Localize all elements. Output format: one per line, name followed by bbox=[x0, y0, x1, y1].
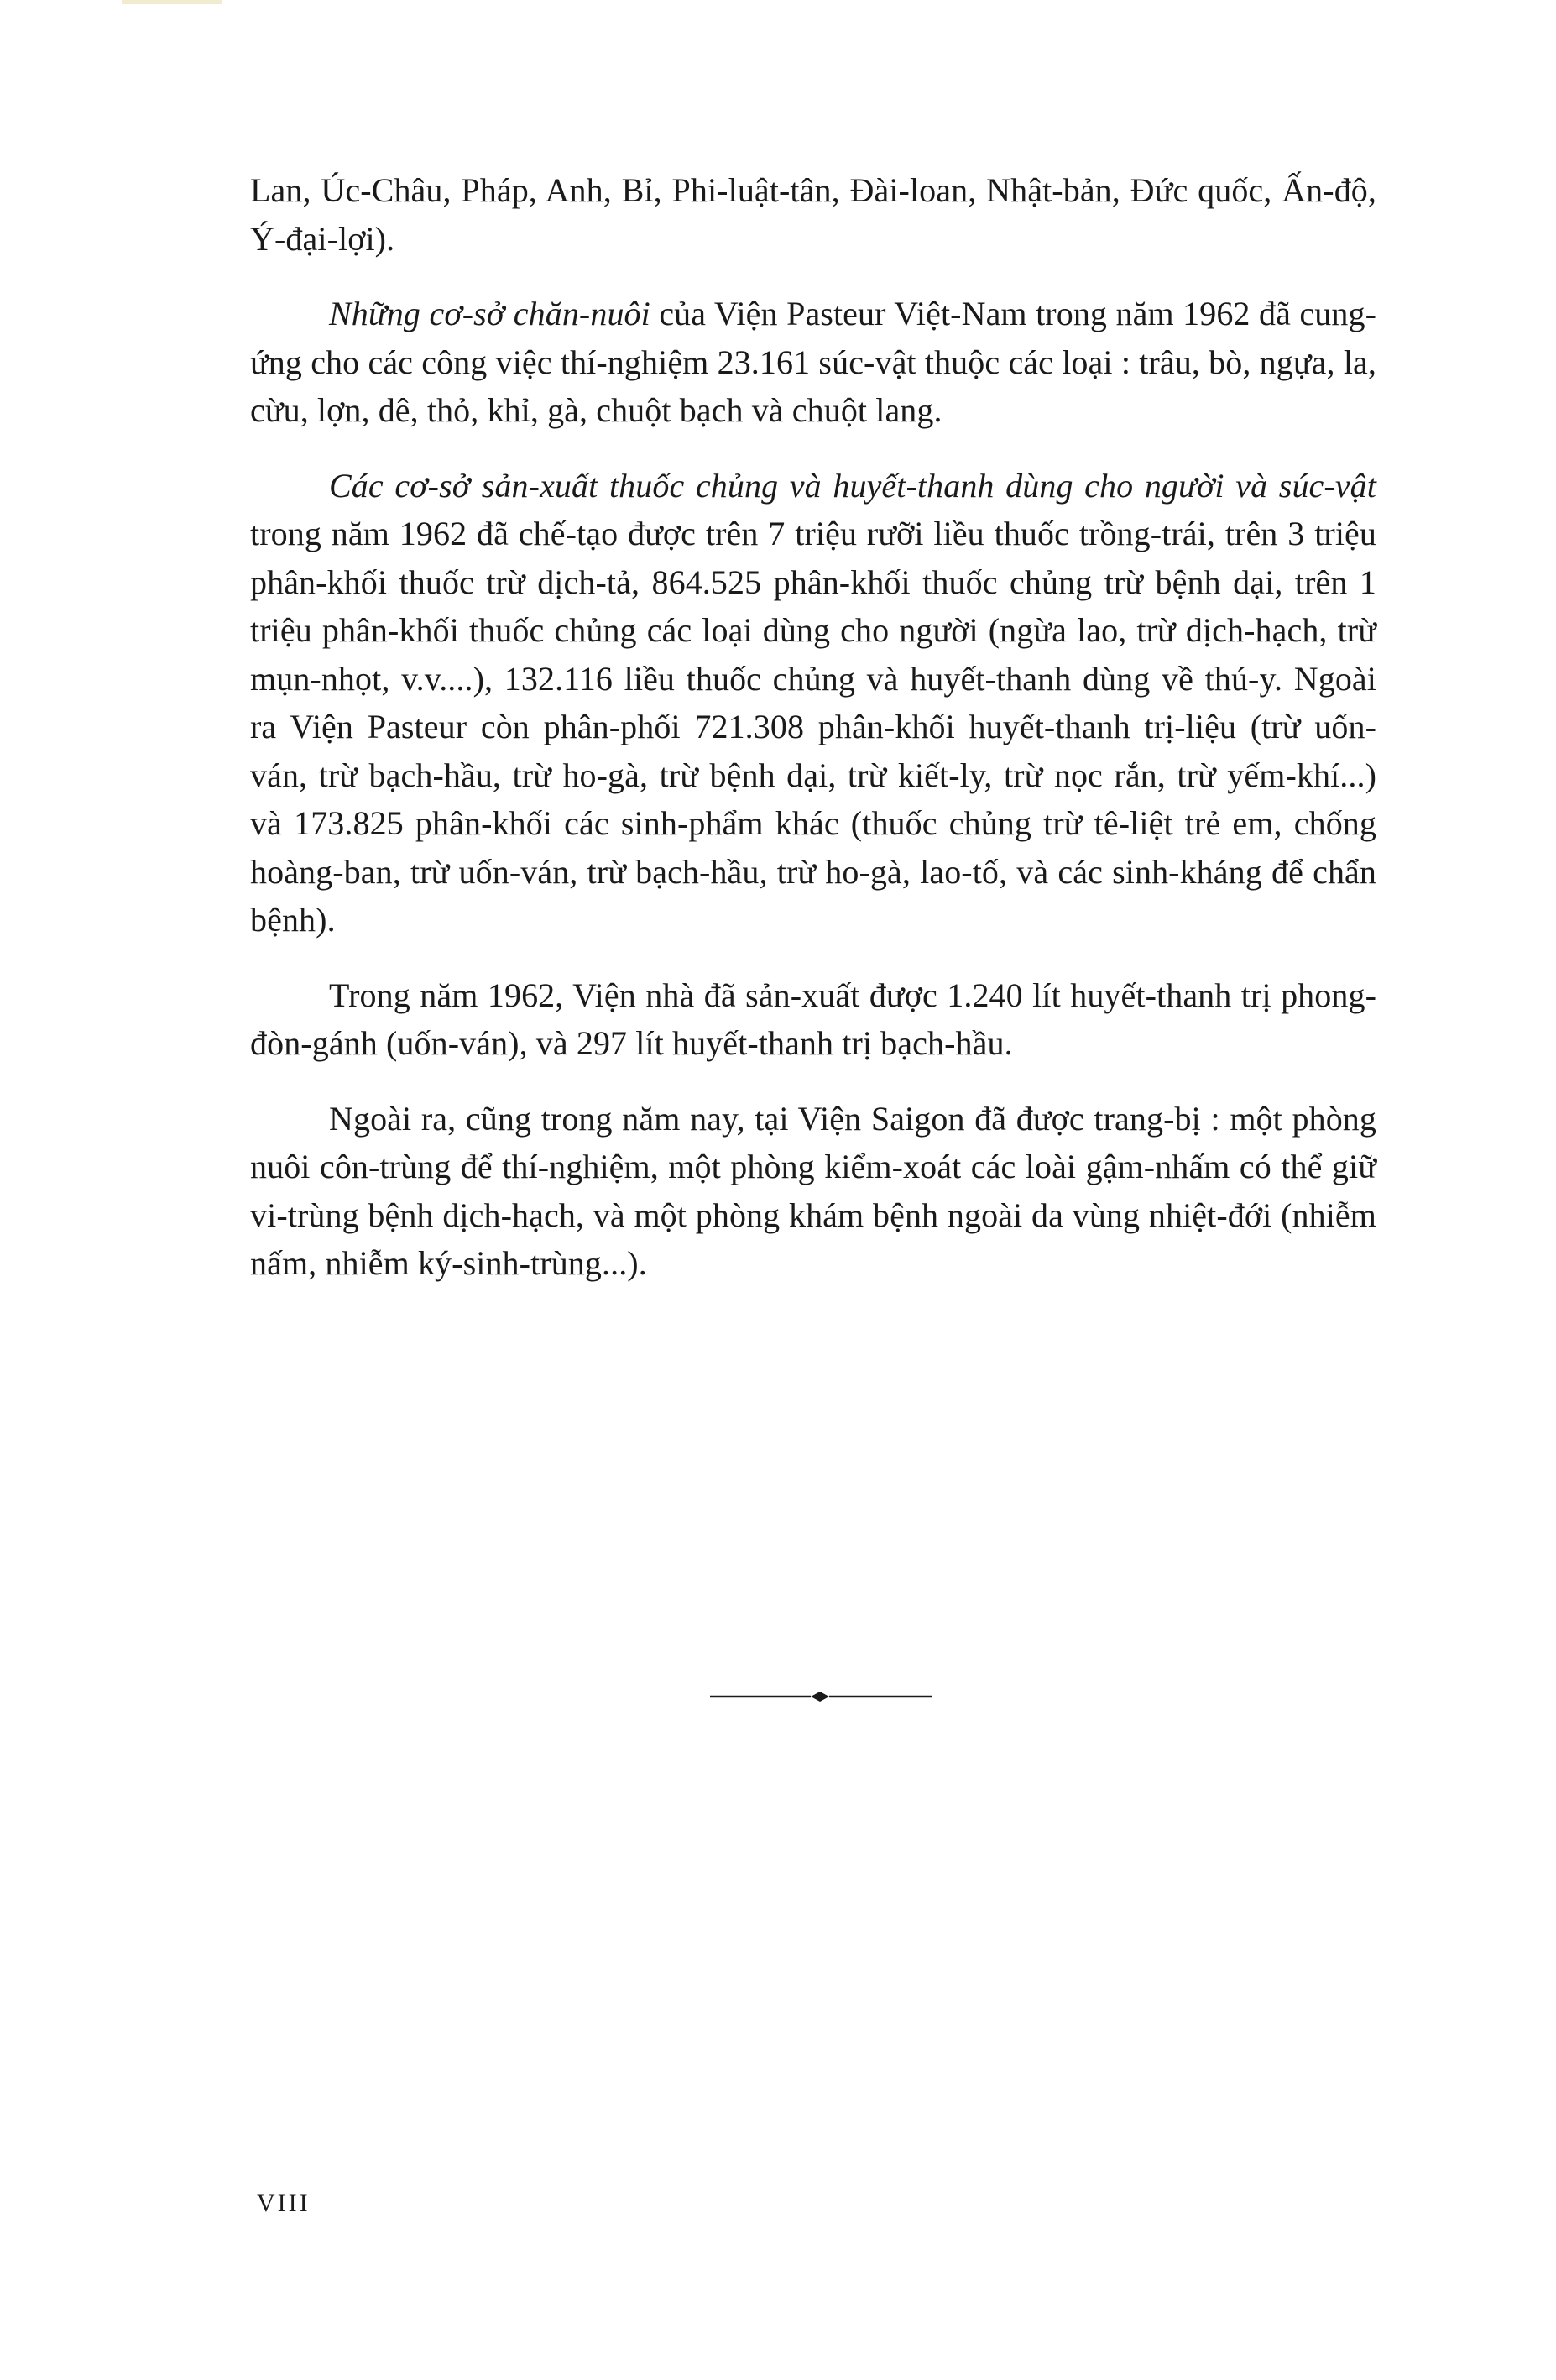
paragraph-text: Lan, Úc-Châu, Pháp, Anh, Bỉ, Phi-luật-tân, Đài-loan, Nhật-bản, Đức quốc, Ấn-độ, Ý-đại-lợi). bbox=[250, 171, 1376, 258]
paragraph-lead-italic: Các cơ-sở sản-xuất thuốc chủng và huyết-thanh dùng cho người và súc-vật bbox=[329, 466, 1376, 505]
paragraph-saigon-equipment bbox=[250, 1095, 1376, 1288]
paper-edge-mark bbox=[122, 0, 222, 4]
paragraph-breeding-facilities bbox=[250, 290, 1376, 435]
paragraph-lead-italic: Những cơ-sở chăn-nuôi bbox=[329, 295, 650, 332]
body-text bbox=[250, 166, 1376, 1315]
paragraph-text: Ngoài ra, cũng trong năm nay, tại Viện Saigon đã được trang-bị : một phòng nuôi côn-trùng để thí-nghiệm, một phòng kiểm-xoát các loài gậm-nhấm có thể giữ vi-trùng bệnh dịch-hạch, và một phòng khám bệnh ngoài da vùng nhiệt-đới (nhiễm nấm, nhiễm ký-sinh-trùng...). bbox=[250, 1099, 1376, 1282]
paragraph-vaccine-production bbox=[250, 462, 1376, 944]
paragraph-text: của Viện Pasteur Việt-Nam trong năm 1962 đã cung-ứng cho các công việc thí-nghiệm 23.161 súc-vật thuộc các loại : trâu, bò, ngựa, la, cừu, lợn, dê, thỏ, khỉ, gà, chuột bạch và chuột lang. bbox=[250, 295, 1376, 429]
paragraph-text: trong năm 1962 đã chế-tạo được trên 7 triệu rưỡi liều thuốc trồng-trái, trên 3 triệu phân-khối thuốc trừ dịch-tả, 864.525 phân-khối thuốc chủng trừ bệnh dại, trên 1 triệu phân-khối thuốc chủng các loại dùng cho người (ngừa lao, trừ dịch-hạch, trừ mụn-nhọt, v.v....), 132.116 liều thuốc chủng và huyết-thanh dùng về thú-y. Ngoài ra Viện Pasteur còn phân-phối 721.308 phân-khối huyết-thanh trị-liệu (trừ uốn-ván, trừ bạch-hầu, trừ ho-gà, trừ bệnh dại, trừ kiết-ly, trừ nọc rắn, trừ yếm-khí...) và 173.825 phân-khối các sinh-phẩm khác (thuốc chủng trừ tê-liệt trẻ em, chống hoàng-ban, trừ uốn-ván, trừ bạch-hầu, trừ ho-gà, lao-tố, và các sinh-kháng để chẩn bệnh). bbox=[250, 515, 1376, 939]
paragraph-text: Trong năm 1962, Viện nhà đã sản-xuất được 1.240 lít huyết-thanh trị phong-đòn-gánh (uốn-ván), và 297 lít huyết-thanh trị bạch-hầu. bbox=[250, 976, 1376, 1062]
paragraph-serum-production bbox=[250, 971, 1376, 1068]
paragraph-continuation bbox=[250, 166, 1376, 263]
page-number: VIII bbox=[257, 2189, 311, 2217]
diamond-rule-ornament-icon bbox=[710, 1684, 932, 1709]
